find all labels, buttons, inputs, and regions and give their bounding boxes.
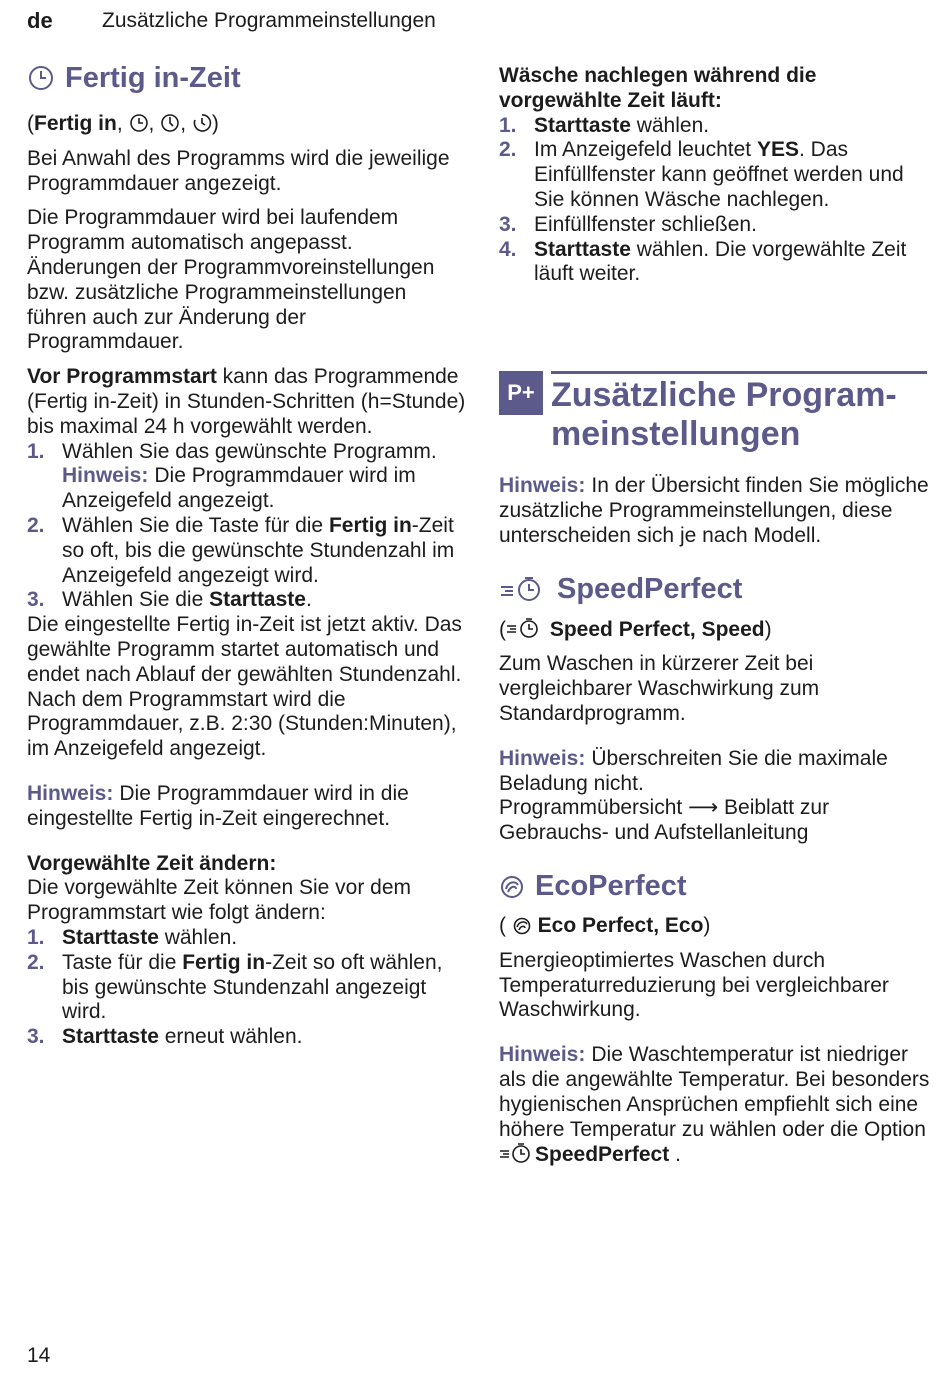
text: -Zeit so oft wählen, bis gewünschte Stundenzahl angezeigt wird. [62,950,443,1024]
speedperfect-icon [499,1142,535,1164]
step-text [62,514,467,588]
main-title-line-2: meinstellungen [551,415,801,454]
section-title: Fertig in-Zeit [65,62,241,94]
step-number: 1. [27,439,45,463]
step-number: 1. [499,113,517,137]
bold-text: Starttaste [62,925,159,949]
step-text [62,926,467,951]
list-item [27,926,467,951]
bold-text: Vor Programmstart [27,365,217,389]
text: . [669,1143,681,1167]
subheading [499,64,931,114]
hint-text: Die Programmdauer wird im Anzeigefeld angezeigt. [62,464,416,513]
hint-label: Hinweis: [62,464,149,488]
section-heading-fertig-in [27,60,467,96]
symbol-line: (Fertig in, , , ) [27,112,219,135]
clock-icon [27,64,55,92]
step-text [62,1025,467,1050]
paragraph: Energieoptimiertes Waschen durch Temperaturreduzierung bei vergleichbarer Waschwirkung. [499,948,889,1022]
main-title [551,371,931,454]
hint-label: Hinweis: [499,474,586,498]
text: Programmübersicht [499,796,683,820]
hint-text: Die Waschtemperatur ist niedriger als die angewählte Temperatur. Bei besonders hygienischen Ansprüchen empfiehlt sich eine höhere Temperatur zu wählen oder die Option [499,1043,930,1141]
text: . [305,588,312,612]
arrow-icon: ⟶ [688,796,719,820]
heading-rule [551,371,927,374]
page-number: 14 [27,1344,51,1367]
bold-text: Fertig in [328,513,412,537]
step-number: 1. [27,925,45,949]
list-item [27,1025,467,1050]
list-item [27,588,467,613]
text: Wählen Sie das gewünschte Programm. [62,439,437,463]
text: wählen. Die vorgewählte Zeit läuft weiter. [534,237,907,286]
list-item [27,951,467,1025]
text: kann das Programmende (Fertig in-Zeit) in Stunden-Schritten (h=Stunde) bis maximal 24 h vorgewählt werden. [27,365,466,438]
step-number: 3. [27,588,45,612]
list-item [499,138,931,212]
bold-text: Starttaste [534,237,631,261]
left-column [27,60,467,1050]
clock-icon [129,113,149,133]
bold-text: YES [756,138,800,162]
paragraph: Nach dem Programmstart wird die Programmdauer, z.B. 2:30 (Stunden:Minuten), im Anzeigefeld angezeigt. [27,687,457,761]
step-text [62,951,467,1025]
list-item [499,238,931,288]
text: erneut wählen. [158,1025,303,1049]
steps-list [499,114,931,288]
step-number: 3. [499,212,517,236]
main-title-line-1: Zusätzliche Program- [551,376,897,415]
paragraph: Zum Waschen in kürzerer Zeit bei vergleichbarer Waschwirkung zum Standardprogramm. [499,652,820,725]
text: Taste für die [62,950,183,974]
subheading-text: Vorgewählte Zeit ändern: [27,851,277,875]
step-text [534,238,931,288]
option-name: SpeedPerfect [535,1143,670,1167]
step-number: 2. [27,513,45,537]
paragraph: Die vorgewählte Zeit können Sie vor dem Programmstart wie folgt ändern: [27,876,412,925]
text: Wählen Sie die [62,588,210,612]
speedperfect-icon [506,617,544,639]
paragraph: Bei Anwahl des Programms wird die jeweilige Programmdauer angezeigt. [27,146,450,195]
section-heading-speedperfect [499,571,931,607]
clock-alt-icon [160,113,180,133]
paragraph: Die eingestellte Fertig in-Zeit ist jetzt aktiv. Das gewählte Programm startet automatisch und endet nach Ablauf der gewählten Stundenzahl. [27,613,462,686]
hint-paragraph [499,474,931,548]
bold-text: Fertig in [182,950,266,974]
symbol-label: Eco Perfect, Eco [537,913,704,937]
text: . Das Einfüllfenster kann geöffnet werden und Sie können Wäsche nachlegen. [534,138,904,211]
p-plus-icon: P+ [499,371,543,415]
symbol-label: Fertig in [34,112,117,135]
steps-list [27,440,467,614]
section-title: SpeedPerfect [557,572,743,605]
step-number: 4. [499,237,517,261]
hint-label: Hinweis: [499,746,586,770]
hint-paragraph [499,747,931,846]
hint-text: Überschreiten Sie die maximale Beladung nicht. [499,746,888,795]
text: Beiblatt zur Gebrauchs- und Aufstellanleitung [499,796,830,845]
list-item [27,440,467,514]
symbol-line: ( Speed Perfect, Speed) [499,617,772,641]
hint-label: Hinweis: [499,1043,586,1067]
steps-list [27,926,467,1050]
running-header: Zusätzliche Programmeinstellungen [102,9,436,32]
list-item [499,114,931,139]
list-item [27,514,467,588]
paragraph: Die Programmdauer wird bei laufendem Programm automatisch angepasst. Änderungen der Programmvoreinstellungen bzw. zusätzliche Programmeinstellungen führen auch zur Änderung der Programmdauer. [27,206,435,354]
hint-label: Hinweis: [27,781,114,805]
symbol-label: Speed Perfect, Speed [549,617,765,641]
text: -Zeit so oft, bis die gewünschte Stundenzahl im Anzeigefeld angezeigt wird. [62,513,455,587]
list-item [499,213,931,238]
hint-text: In der Übersicht finden Sie mögliche zusätzliche Programmeinstellungen, diese unterscheiden sich je nach Modell. [499,474,929,547]
main-section-heading [499,371,931,454]
language-code: de [27,8,53,33]
bold-text: Starttaste [62,1025,159,1049]
ecoperfect-icon [512,915,532,935]
right-column [499,64,931,1168]
bold-text: Starttaste [209,588,306,612]
section-heading-ecoperfect [499,868,931,904]
step-text [62,588,467,613]
hint-paragraph [499,1043,931,1168]
step-text [534,138,931,212]
section-title: EcoPerfect [535,869,687,902]
step-number: 3. [27,1025,45,1049]
step-number: 2. [499,138,517,162]
bold-text: Starttaste [534,113,631,137]
symbol-line: ( Eco Perfect, Eco) [499,913,711,937]
text: Wählen Sie die Taste für die [62,513,329,537]
step-number: 2. [27,950,45,974]
text: Im Anzeigefeld leuchtet [534,138,757,162]
paragraph [27,365,467,439]
text: wählen. [158,925,238,949]
hint-text: Die Programmdauer wird in die eingestellte Fertig in-Zeit eingerechnet. [27,781,409,830]
ecoperfect-icon [499,872,525,900]
clock-end-icon [192,113,212,133]
step-text [534,114,931,139]
hint-paragraph [27,782,467,832]
step-text [62,440,467,514]
text: wählen. [630,113,710,137]
subheading [27,852,467,877]
speedperfect-icon [499,575,547,603]
subheading-text: Wäsche nachlegen während die vorgewählte Zeit läuft: [499,64,817,112]
step-text: Einfüllfenster schließen. [534,212,757,236]
